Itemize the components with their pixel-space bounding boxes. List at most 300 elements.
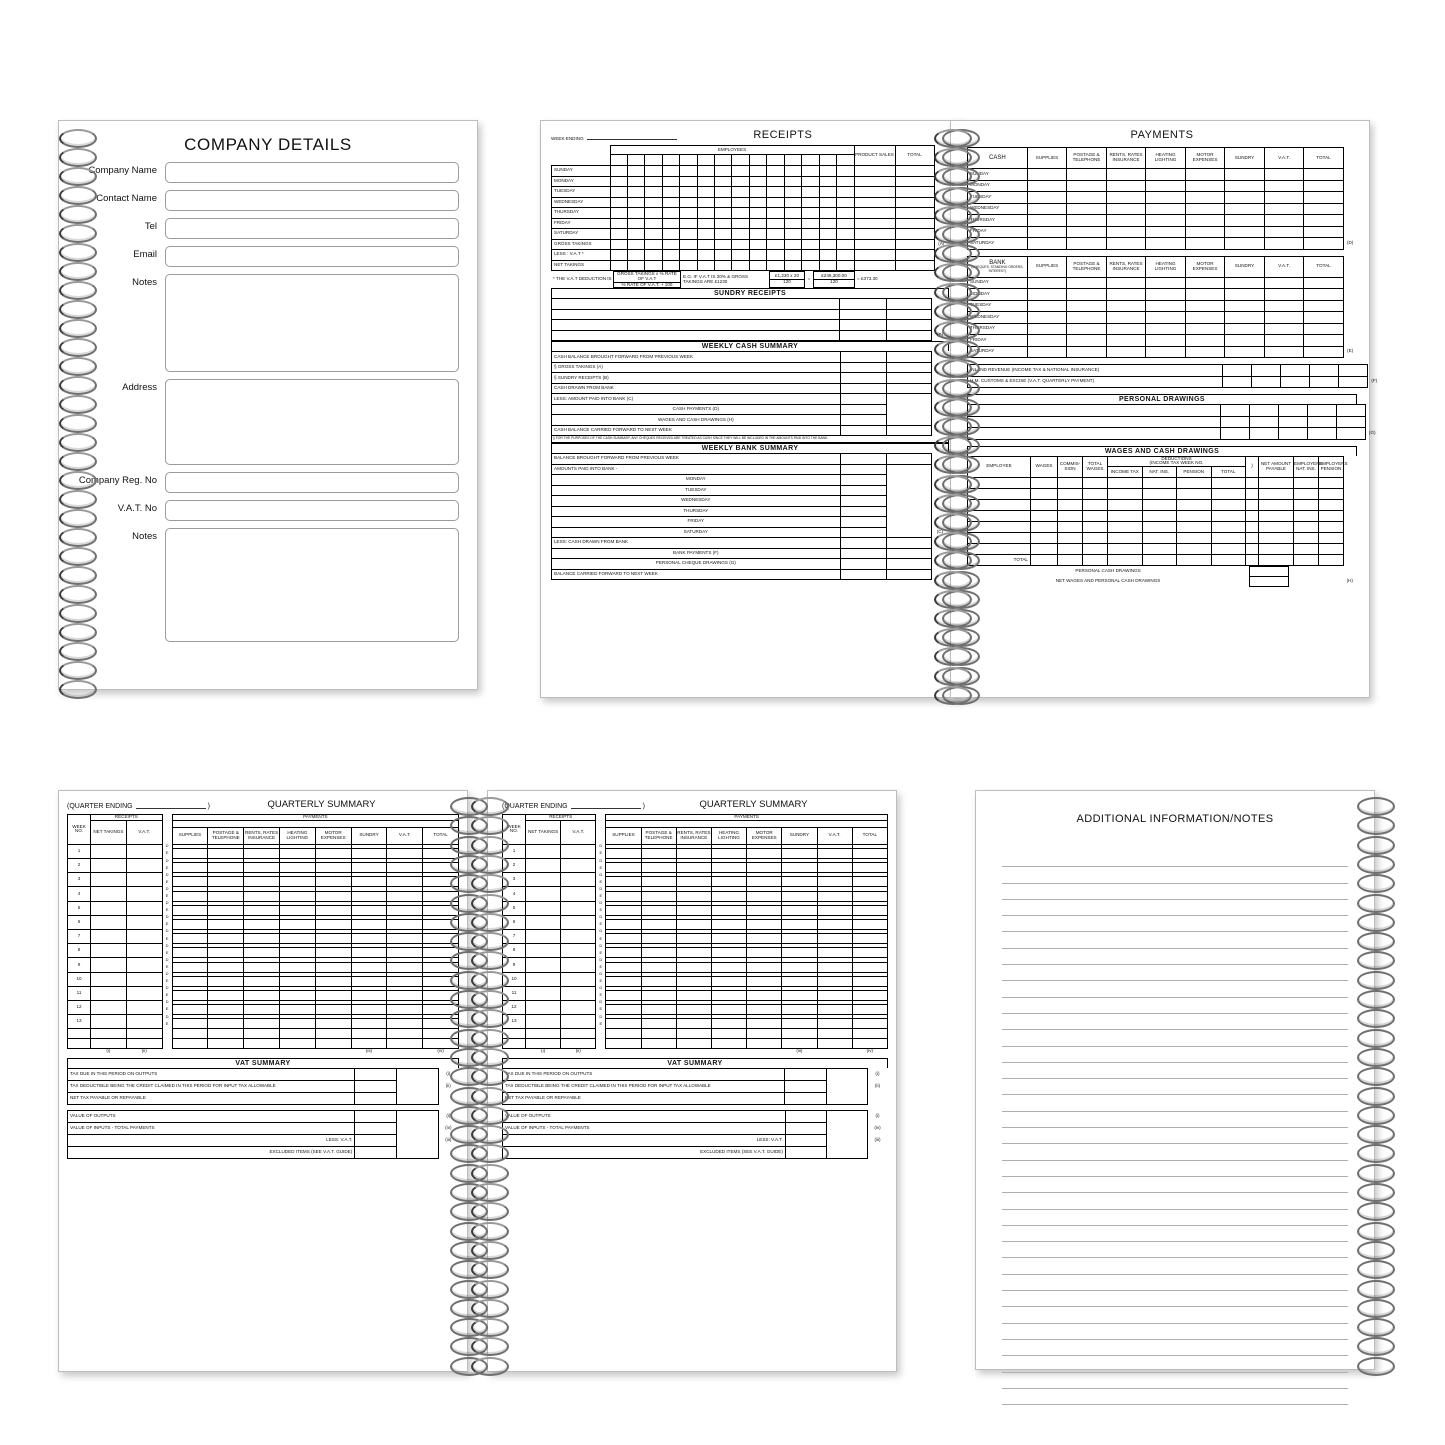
note-line[interactable] — [1002, 1389, 1348, 1405]
cell[interactable] — [676, 934, 711, 944]
cell[interactable] — [641, 1039, 676, 1049]
cell[interactable] — [526, 873, 561, 887]
cell[interactable] — [840, 394, 887, 405]
cell[interactable] — [676, 1039, 711, 1049]
note-line[interactable] — [1002, 932, 1348, 948]
cell[interactable] — [1185, 226, 1225, 238]
cell[interactable] — [172, 934, 208, 944]
cell[interactable] — [641, 948, 676, 958]
cell[interactable] — [1058, 489, 1083, 500]
note-line[interactable] — [1002, 1373, 1348, 1389]
field-input-1[interactable] — [165, 190, 459, 211]
cell[interactable] — [387, 919, 423, 929]
cell[interactable] — [836, 218, 854, 229]
cell[interactable] — [840, 506, 887, 517]
cell[interactable] — [749, 208, 766, 219]
cell[interactable] — [784, 155, 801, 166]
cell[interactable] — [552, 309, 840, 320]
cell[interactable] — [172, 948, 208, 958]
cell[interactable] — [784, 250, 801, 261]
cell[interactable] — [854, 260, 895, 271]
cell[interactable] — [526, 958, 561, 972]
cell[interactable] — [91, 986, 127, 1000]
cell[interactable] — [1185, 203, 1225, 215]
cell[interactable] — [351, 976, 387, 986]
cell[interactable] — [662, 250, 679, 261]
cell[interactable] — [1146, 323, 1186, 335]
cell[interactable] — [279, 1039, 315, 1049]
cell[interactable] — [641, 919, 676, 929]
cell[interactable] — [315, 948, 351, 958]
note-line[interactable] — [1002, 1095, 1348, 1111]
cell[interactable] — [836, 197, 854, 208]
cell[interactable] — [852, 877, 887, 887]
cell[interactable] — [1058, 500, 1083, 511]
cell[interactable] — [1083, 500, 1108, 511]
cell[interactable] — [680, 166, 697, 177]
cell[interactable] — [1027, 203, 1067, 215]
cell[interactable] — [91, 958, 127, 972]
cell[interactable] — [351, 919, 387, 929]
cell[interactable] — [1221, 428, 1250, 440]
cell[interactable] — [817, 877, 852, 887]
cell[interactable] — [279, 934, 315, 944]
cell[interactable] — [91, 901, 127, 915]
cell[interactable] — [1146, 238, 1186, 250]
cell[interactable] — [610, 197, 627, 208]
cell[interactable] — [817, 934, 852, 944]
cell[interactable] — [767, 239, 784, 250]
cell[interactable] — [782, 905, 817, 915]
cell[interactable] — [1264, 323, 1304, 335]
cell[interactable] — [840, 569, 887, 580]
cell[interactable] — [1185, 323, 1225, 335]
cell[interactable] — [1250, 405, 1279, 417]
cell[interactable] — [1259, 555, 1294, 566]
cell[interactable] — [1211, 489, 1246, 500]
note-line[interactable] — [1002, 851, 1348, 867]
cell[interactable] — [387, 877, 423, 887]
cell[interactable] — [840, 425, 887, 436]
cell[interactable] — [1083, 478, 1108, 489]
cell[interactable] — [854, 229, 895, 240]
cell[interactable] — [1246, 478, 1259, 489]
cell[interactable] — [839, 330, 886, 341]
cell[interactable] — [1106, 346, 1146, 358]
cell[interactable] — [172, 849, 208, 859]
cell[interactable] — [1106, 335, 1146, 347]
cell[interactable] — [1058, 478, 1083, 489]
cell[interactable] — [1246, 533, 1259, 544]
cell[interactable] — [354, 1069, 396, 1081]
cell[interactable] — [172, 962, 208, 972]
cell[interactable] — [819, 260, 836, 271]
cell[interactable] — [606, 877, 641, 887]
cell[interactable] — [279, 1019, 315, 1029]
cell[interactable] — [895, 239, 934, 250]
cell[interactable] — [1058, 522, 1083, 533]
cell[interactable] — [749, 197, 766, 208]
cell[interactable] — [1294, 522, 1319, 533]
cell[interactable] — [854, 208, 895, 219]
cell[interactable] — [1031, 522, 1058, 533]
cell[interactable] — [887, 352, 931, 363]
cell[interactable] — [1027, 312, 1067, 324]
cell[interactable] — [1294, 478, 1319, 489]
cell[interactable] — [680, 250, 697, 261]
cell[interactable] — [1304, 169, 1344, 181]
cell[interactable] — [732, 250, 749, 261]
field-input-6[interactable] — [165, 472, 459, 493]
cell[interactable] — [802, 239, 819, 250]
cell[interactable] — [526, 901, 561, 915]
cell[interactable] — [1177, 489, 1212, 500]
cell[interactable] — [1264, 203, 1304, 215]
cell[interactable] — [715, 197, 732, 208]
note-line[interactable] — [1002, 1177, 1348, 1193]
cell[interactable] — [561, 1015, 596, 1029]
cell[interactable] — [244, 1019, 280, 1029]
cell[interactable] — [840, 475, 887, 486]
note-line[interactable] — [1002, 1063, 1348, 1079]
cell[interactable] — [749, 166, 766, 177]
cell[interactable] — [645, 239, 662, 250]
cell[interactable] — [126, 1039, 162, 1049]
cell[interactable] — [1304, 335, 1344, 347]
field-input-7[interactable] — [165, 500, 459, 521]
cell[interactable] — [1067, 312, 1107, 324]
cell[interactable] — [244, 891, 280, 901]
cell[interactable] — [1319, 478, 1344, 489]
note-line[interactable] — [1002, 1112, 1348, 1128]
cell[interactable] — [1225, 180, 1265, 192]
cell[interactable] — [767, 218, 784, 229]
cell[interactable] — [1259, 522, 1294, 533]
cell[interactable] — [1142, 533, 1177, 544]
cell[interactable] — [355, 1135, 397, 1147]
cell[interactable] — [315, 962, 351, 972]
cell[interactable] — [244, 877, 280, 887]
cell[interactable] — [697, 218, 714, 229]
cell[interactable] — [711, 905, 746, 915]
cell[interactable] — [91, 1029, 127, 1039]
cell[interactable] — [68, 1029, 91, 1039]
note-line[interactable] — [1002, 1079, 1348, 1095]
cell[interactable] — [662, 187, 679, 198]
cell[interactable] — [351, 1005, 387, 1015]
cell[interactable] — [1259, 533, 1294, 544]
cell[interactable] — [561, 859, 596, 873]
cell[interactable] — [387, 1029, 423, 1039]
cell[interactable] — [836, 166, 854, 177]
cell[interactable] — [887, 309, 932, 320]
cell[interactable] — [732, 187, 749, 198]
cell[interactable] — [244, 962, 280, 972]
cell[interactable] — [1308, 428, 1337, 440]
cell[interactable] — [784, 166, 801, 177]
cell[interactable] — [208, 934, 244, 944]
cell[interactable] — [1142, 555, 1177, 566]
cell[interactable] — [1106, 226, 1146, 238]
cell[interactable] — [1106, 289, 1146, 301]
cell[interactable] — [244, 1039, 280, 1049]
cell[interactable] — [91, 859, 127, 873]
cell[interactable] — [697, 229, 714, 240]
cell[interactable] — [1031, 555, 1058, 566]
cell[interactable] — [1083, 489, 1108, 500]
cell[interactable] — [1031, 478, 1058, 489]
cell[interactable] — [802, 187, 819, 198]
cell[interactable] — [645, 155, 662, 166]
cell[interactable] — [1146, 169, 1186, 181]
cell[interactable] — [1027, 169, 1067, 181]
cell[interactable] — [747, 934, 782, 944]
cell[interactable] — [315, 990, 351, 1000]
cell[interactable] — [749, 187, 766, 198]
cell[interactable] — [887, 330, 932, 341]
cell[interactable] — [1211, 544, 1246, 555]
cell[interactable] — [819, 197, 836, 208]
cell[interactable] — [817, 948, 852, 958]
cell[interactable] — [676, 948, 711, 958]
cell[interactable] — [887, 362, 931, 373]
cell[interactable] — [676, 990, 711, 1000]
cell[interactable] — [676, 919, 711, 929]
cell[interactable] — [552, 299, 840, 310]
cell[interactable] — [1106, 180, 1146, 192]
cell[interactable] — [1252, 365, 1281, 377]
cell[interactable] — [351, 1039, 387, 1049]
cell[interactable] — [606, 905, 641, 915]
cell[interactable] — [749, 218, 766, 229]
cell[interactable] — [1211, 511, 1246, 522]
note-line[interactable] — [1002, 965, 1348, 981]
cell[interactable] — [1310, 376, 1339, 388]
cell[interactable] — [641, 1029, 676, 1039]
cell[interactable] — [279, 877, 315, 887]
cell[interactable] — [641, 891, 676, 901]
cell[interactable] — [1246, 511, 1259, 522]
cell[interactable] — [1185, 335, 1225, 347]
cell[interactable] — [1027, 323, 1067, 335]
cell[interactable] — [887, 383, 931, 394]
cell[interactable] — [715, 176, 732, 187]
cell[interactable] — [244, 948, 280, 958]
cell[interactable] — [1106, 323, 1146, 335]
cell[interactable] — [1319, 533, 1344, 544]
cell[interactable] — [1264, 226, 1304, 238]
cell[interactable] — [1083, 555, 1108, 566]
cell[interactable] — [1225, 289, 1265, 301]
cell[interactable] — [387, 934, 423, 944]
cell[interactable] — [680, 218, 697, 229]
cell[interactable] — [1304, 289, 1344, 301]
cell[interactable] — [126, 1015, 162, 1029]
cell[interactable] — [279, 891, 315, 901]
field-input-0[interactable] — [165, 162, 459, 183]
cell[interactable] — [968, 416, 1221, 428]
cell[interactable] — [1108, 500, 1143, 511]
cell[interactable] — [91, 887, 127, 901]
cell[interactable] — [126, 958, 162, 972]
quarter-ending-input[interactable] — [571, 808, 641, 809]
cell[interactable] — [767, 250, 784, 261]
cell[interactable] — [1304, 323, 1344, 335]
cell[interactable] — [785, 1093, 826, 1105]
cell[interactable] — [1225, 346, 1265, 358]
cell[interactable] — [387, 891, 423, 901]
cell[interactable] — [697, 166, 714, 177]
cell[interactable] — [606, 1005, 641, 1015]
cell[interactable] — [645, 250, 662, 261]
cell[interactable] — [819, 155, 836, 166]
cell[interactable] — [1108, 489, 1143, 500]
cell[interactable] — [1294, 555, 1319, 566]
cell[interactable] — [840, 527, 887, 538]
note-line[interactable] — [1002, 1340, 1348, 1356]
cell[interactable] — [819, 218, 836, 229]
cell[interactable] — [1246, 522, 1259, 533]
cell[interactable] — [852, 863, 887, 873]
cell[interactable] — [606, 962, 641, 972]
cell[interactable] — [749, 176, 766, 187]
cell[interactable] — [1259, 511, 1294, 522]
cell[interactable] — [732, 176, 749, 187]
note-line[interactable] — [1002, 916, 1348, 932]
cell[interactable] — [561, 887, 596, 901]
cell[interactable] — [711, 976, 746, 986]
cell[interactable] — [641, 863, 676, 873]
cell[interactable] — [895, 229, 934, 240]
cell[interactable] — [1177, 511, 1212, 522]
cell[interactable] — [662, 176, 679, 187]
cell[interactable] — [662, 218, 679, 229]
cell[interactable] — [1031, 500, 1058, 511]
cell[interactable] — [840, 517, 887, 528]
cell[interactable] — [1246, 489, 1259, 500]
cell[interactable] — [1058, 511, 1083, 522]
cell[interactable] — [1067, 169, 1107, 181]
cell[interactable] — [1304, 203, 1344, 215]
cell[interactable] — [1185, 312, 1225, 324]
cell[interactable] — [1339, 376, 1368, 388]
cell[interactable] — [711, 919, 746, 929]
cell[interactable] — [767, 176, 784, 187]
cell[interactable] — [1252, 376, 1281, 388]
cell[interactable] — [662, 197, 679, 208]
cell[interactable] — [747, 905, 782, 915]
cell[interactable] — [840, 559, 887, 570]
cell[interactable] — [732, 166, 749, 177]
cell[interactable] — [852, 1039, 887, 1049]
cell[interactable] — [802, 166, 819, 177]
cell[interactable] — [1304, 192, 1344, 204]
cell[interactable] — [826, 1069, 867, 1105]
cell[interactable] — [1304, 312, 1344, 324]
cell[interactable] — [1225, 335, 1265, 347]
cell[interactable] — [387, 1005, 423, 1015]
cell[interactable] — [1106, 203, 1146, 215]
cell[interactable] — [1264, 192, 1304, 204]
cell[interactable] — [854, 187, 895, 198]
cell[interactable] — [1225, 238, 1265, 250]
cell[interactable] — [840, 373, 887, 384]
cell[interactable] — [1027, 215, 1067, 227]
cell[interactable] — [1108, 555, 1143, 566]
cell[interactable] — [606, 934, 641, 944]
cell[interactable] — [839, 320, 886, 331]
cell[interactable] — [351, 849, 387, 859]
cell[interactable] — [1031, 489, 1058, 500]
note-line[interactable] — [1002, 1014, 1348, 1030]
cell[interactable] — [767, 260, 784, 271]
cell[interactable] — [680, 197, 697, 208]
cell[interactable] — [1250, 428, 1279, 440]
cell[interactable] — [782, 990, 817, 1000]
cell[interactable] — [126, 929, 162, 943]
cell[interactable] — [711, 1039, 746, 1049]
cell[interactable] — [782, 849, 817, 859]
cell[interactable] — [887, 538, 931, 549]
cell[interactable] — [91, 972, 127, 986]
cell[interactable] — [244, 1005, 280, 1015]
cell[interactable] — [732, 218, 749, 229]
cell[interactable] — [854, 166, 895, 177]
cell[interactable] — [315, 976, 351, 986]
cell[interactable] — [1177, 500, 1212, 511]
quarter-ending-input[interactable] — [136, 808, 206, 809]
cell[interactable] — [279, 990, 315, 1000]
cell[interactable] — [561, 958, 596, 972]
cell[interactable] — [279, 976, 315, 986]
cell[interactable] — [680, 155, 697, 166]
cell[interactable] — [1067, 300, 1107, 312]
cell[interactable] — [852, 919, 887, 929]
cell[interactable] — [1067, 323, 1107, 335]
cell[interactable] — [1304, 226, 1344, 238]
note-line[interactable] — [1002, 949, 1348, 965]
cell[interactable] — [817, 863, 852, 873]
cell[interactable] — [91, 1015, 127, 1029]
cell[interactable] — [852, 1029, 887, 1039]
cell[interactable] — [1250, 567, 1289, 577]
cell[interactable] — [526, 986, 561, 1000]
cell[interactable] — [351, 1029, 387, 1039]
cell[interactable] — [680, 176, 697, 187]
cell[interactable] — [715, 218, 732, 229]
cell[interactable] — [697, 239, 714, 250]
cell[interactable] — [895, 218, 934, 229]
cell[interactable] — [1225, 192, 1265, 204]
cell[interactable] — [1108, 478, 1143, 489]
note-line[interactable] — [1002, 1324, 1348, 1340]
cell[interactable] — [802, 176, 819, 187]
cell[interactable] — [561, 1000, 596, 1014]
cell[interactable] — [279, 863, 315, 873]
cell[interactable] — [627, 218, 644, 229]
cell[interactable] — [641, 1019, 676, 1029]
cell[interactable] — [1246, 544, 1259, 555]
cell[interactable] — [1225, 169, 1265, 181]
cell[interactable] — [676, 1029, 711, 1039]
cell[interactable] — [1108, 522, 1143, 533]
cell[interactable] — [1146, 192, 1186, 204]
cell[interactable] — [887, 373, 931, 384]
cell[interactable] — [126, 972, 162, 986]
cell[interactable] — [1294, 511, 1319, 522]
cell[interactable] — [1259, 478, 1294, 489]
cell[interactable] — [1225, 312, 1265, 324]
